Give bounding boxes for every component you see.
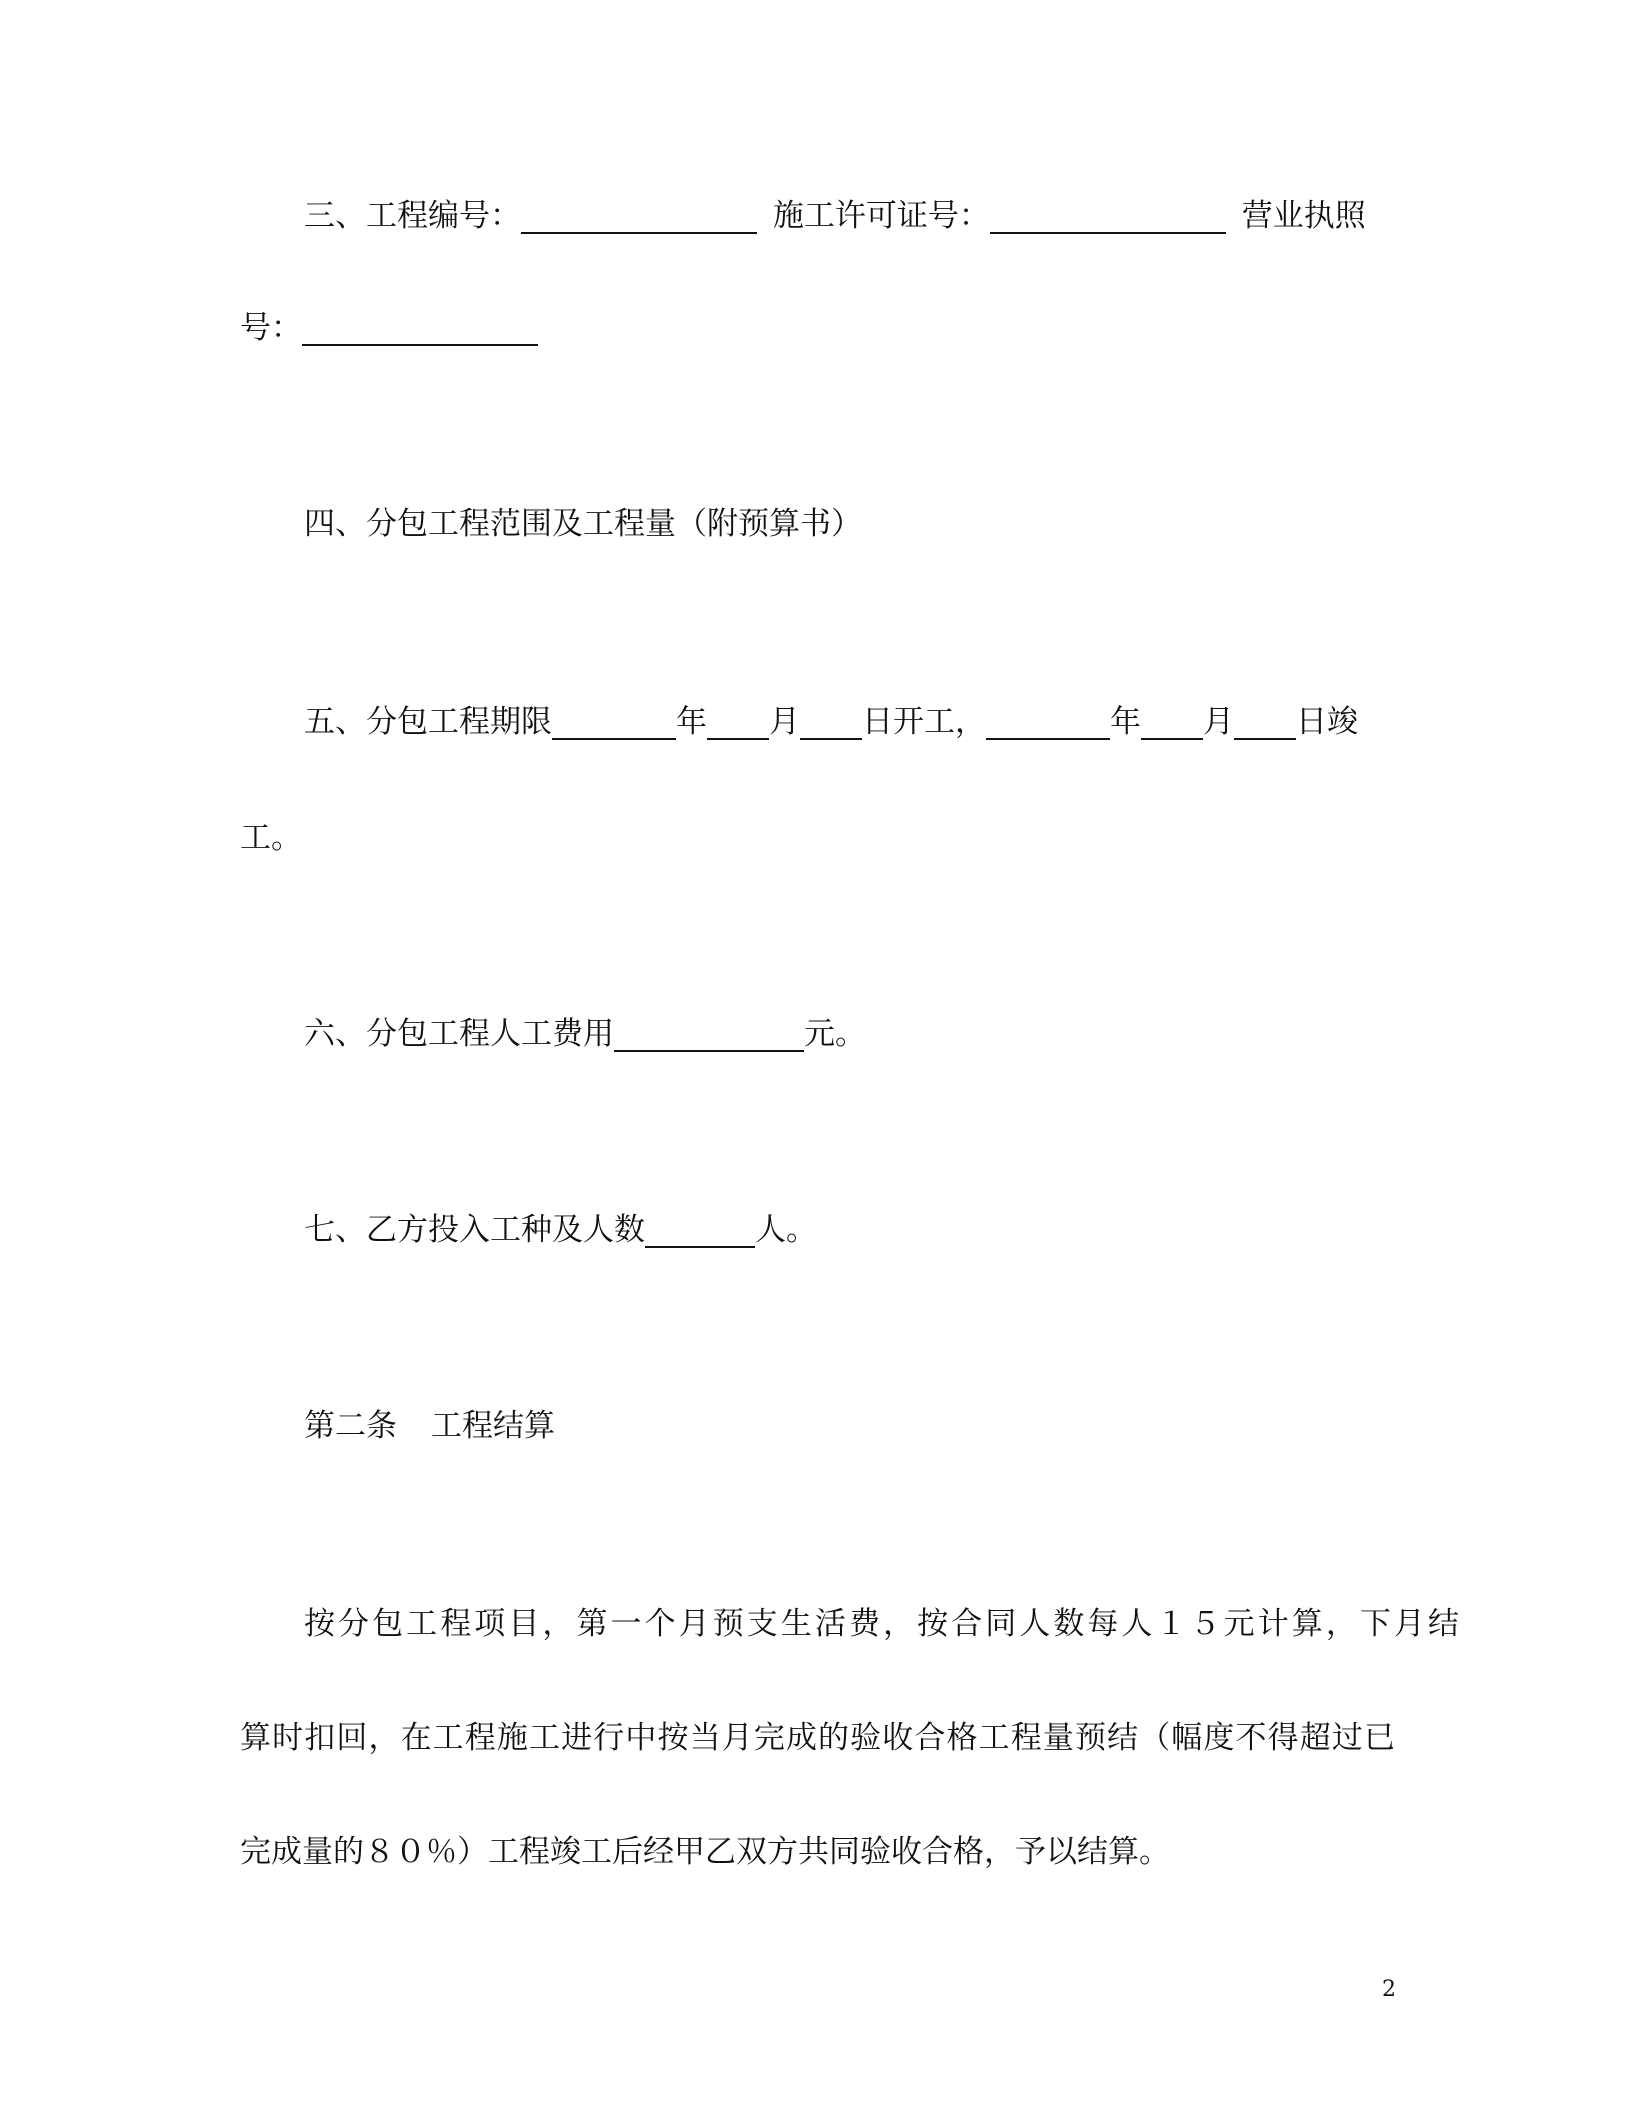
end-day-label: 日竣 bbox=[1296, 704, 1358, 740]
workers-unit: 人。 bbox=[755, 1212, 817, 1248]
business-license-label: 营业执照 bbox=[1241, 198, 1366, 234]
workers-label: 七、乙方投入工种及人数 bbox=[304, 1212, 645, 1248]
end-month-blank[interactable] bbox=[1141, 706, 1203, 740]
article-number: 第二条 bbox=[304, 1408, 397, 1444]
scope-text: 四、分包工程范围及工程量（附预算书） bbox=[304, 506, 862, 542]
project-number-blank[interactable] bbox=[521, 200, 757, 234]
workers-line bbox=[240, 1208, 1459, 1252]
project-number-line bbox=[240, 194, 1459, 238]
settlement-text-1: 按分包工程项目，第一个月预支生活费，按合同人数每人１５元计算，下月结 bbox=[304, 1606, 1459, 1642]
settlement-text-3: 完成量的８０％）工程竣工后经甲乙双方共同验收合格，予以结算。 bbox=[240, 1834, 1170, 1870]
period-label: 五、分包工程期限 bbox=[304, 704, 552, 740]
business-license-label-cont: 号： bbox=[240, 310, 302, 346]
business-license-line bbox=[240, 306, 1395, 350]
start-day-blank[interactable] bbox=[800, 706, 862, 740]
period-line bbox=[240, 700, 1459, 744]
scope-line bbox=[240, 502, 1459, 546]
start-month-label: 月 bbox=[769, 704, 800, 740]
period-line-cont bbox=[240, 816, 1395, 860]
labor-cost-label: 六、分包工程人工费用 bbox=[304, 1016, 614, 1052]
start-year-label: 年 bbox=[676, 704, 707, 740]
workers-blank[interactable] bbox=[645, 1214, 755, 1248]
construction-permit-label: 施工许可证号： bbox=[772, 198, 990, 234]
page-number: 2 bbox=[1382, 1977, 1396, 2002]
project-number-label: 三、工程编号： bbox=[304, 198, 521, 234]
labor-cost-blank[interactable] bbox=[614, 1018, 804, 1052]
settlement-text-2: 算时扣回，在工程施工进行中按当月完成的验收合格工程量预结（幅度不得超过已 bbox=[240, 1720, 1395, 1756]
labor-cost-line bbox=[240, 1012, 1459, 1056]
end-year-label: 年 bbox=[1110, 704, 1141, 740]
article-title: 工程结算 bbox=[431, 1408, 555, 1444]
construction-permit-blank[interactable] bbox=[990, 200, 1226, 234]
article-two-heading bbox=[240, 1404, 1459, 1448]
end-day-blank[interactable] bbox=[1234, 706, 1296, 740]
settlement-paragraph-line-2 bbox=[240, 1716, 1395, 1760]
start-month-blank[interactable] bbox=[707, 706, 769, 740]
settlement-paragraph-line-1 bbox=[240, 1602, 1459, 1646]
start-day-label: 日开工， bbox=[862, 704, 986, 740]
start-year-blank[interactable] bbox=[552, 706, 676, 740]
end-year-blank[interactable] bbox=[986, 706, 1110, 740]
labor-cost-unit: 元。 bbox=[804, 1016, 866, 1052]
end-month-label: 月 bbox=[1203, 704, 1234, 740]
settlement-paragraph-line-3 bbox=[240, 1830, 1395, 1874]
period-text-cont: 工。 bbox=[240, 820, 302, 856]
business-license-blank[interactable] bbox=[302, 312, 538, 346]
